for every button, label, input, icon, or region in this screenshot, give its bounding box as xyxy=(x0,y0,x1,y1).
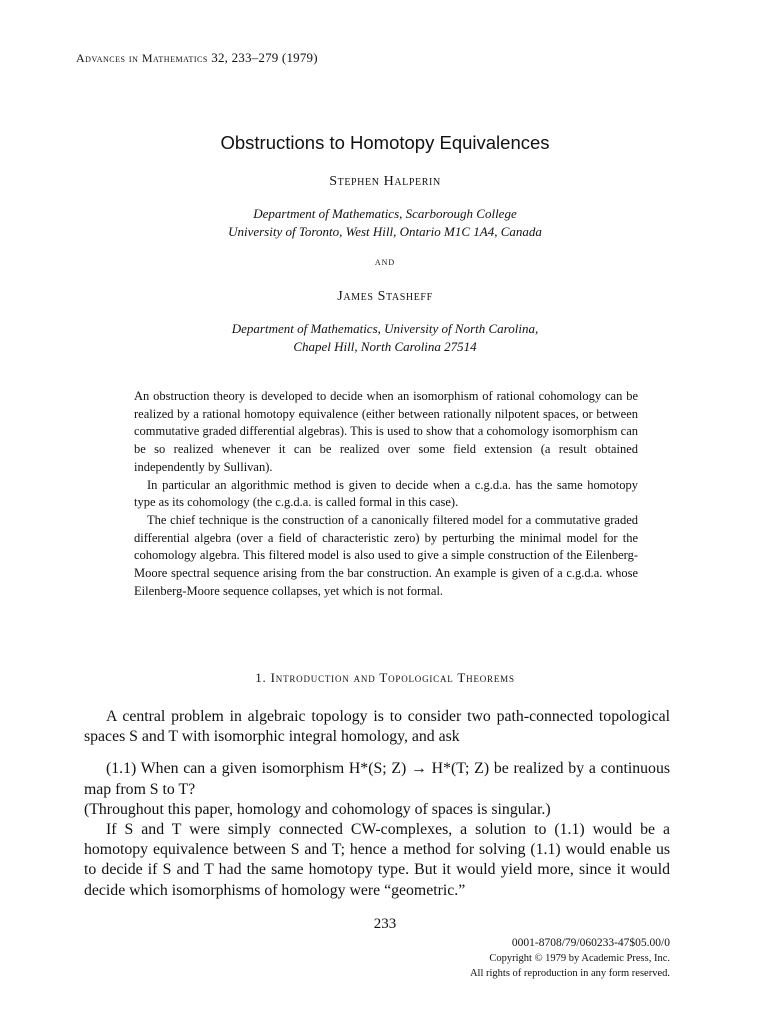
rights-line: All rights of reproduction in any form reserved. xyxy=(469,968,670,979)
paper-title: Obstructions to Homotopy Equivalences xyxy=(220,132,550,153)
section-number: 1. xyxy=(255,670,267,685)
body-paragraph: A central problem in algebraic topology is to consider two path-connected topological spaces S and T with isomorphic integral homology, and ask xyxy=(84,708,670,746)
page-number: 233 xyxy=(373,916,397,932)
affiliation-line: Chapel Hill, North Carolina 27514 xyxy=(293,339,477,354)
volume-pages-year: 32, 233–279 (1979) xyxy=(211,50,318,65)
abstract xyxy=(134,388,638,600)
author-name-1: Stephen Halperin xyxy=(329,174,441,189)
affiliation-line: Department of Mathematics, Scarborough College xyxy=(253,206,517,221)
article-code: 0001-8708/79/060233-47$05.00/0 xyxy=(511,937,670,949)
author-affiliation-1 xyxy=(0,205,770,241)
affiliation-line: Department of Mathematics, University of North Carolina, xyxy=(231,321,539,336)
journal-citation xyxy=(76,50,318,66)
abstract-paragraph: In particular an algorithmic method is given to decide when a c.g.d.a. has the same homotopy type as its cohomology (the c.g.d.a. is called formal in this case). xyxy=(134,477,638,510)
body-paragraph: If S and T were simply connected CW-complexes, a solution to (1.1) would be a homotopy equivalence between S and T; hence a method for solving (1.1) would enable us to decide if S and T had the same homotopy type. But it would yield more, since it would decide which isomorphisms of homology were “geometric.” xyxy=(84,821,670,899)
section-title: Introduction and Topological Theorems xyxy=(270,670,515,685)
author-affiliation-2 xyxy=(0,320,770,356)
affiliation-line: University of Toronto, West Hill, Ontario M1C 1A4, Canada xyxy=(228,224,542,239)
copyright-line: Copyright © 1979 by Academic Press, Inc. xyxy=(489,953,670,964)
section-heading xyxy=(0,670,770,686)
body-text xyxy=(84,707,670,901)
journal-name: Advances in Mathematics xyxy=(76,51,208,65)
body-paragraph: (1.1) When can a given isomorphism H*(S; Z) → H*(T; Z) be realized by a continuous map from S to T? xyxy=(84,760,670,798)
publication-footer xyxy=(470,936,670,981)
abstract-paragraph: An obstruction theory is developed to decide when an isomorphism of rational cohomology can be realized by a rational homotopy equivalence (either between rationally nilpotent spaces, or between commutative graded differential algebras). This is used to show that a cohomology isomorphism can be so realized whenever it can be realized over some field extension (a result obtained independently by Sullivan). xyxy=(134,389,638,474)
abstract-paragraph: The chief technique is the construction of a canonically filtered model for a commutative graded differential algebra (over a field of characteristic zero) by perturbing the minimal model for the cohomology algebra. This filtered model is also used to give a simple construction of the Eilenberg-Moore spectral sequence arising from the bar construction. An example is given of a c.g.d.a. whose Eilenberg-Moore sequence collapses, yet which is not formal. xyxy=(134,512,638,598)
author-conjunction: and xyxy=(374,256,396,268)
body-paragraph: (Throughout this paper, homology and cohomology of spaces is singular.) xyxy=(84,800,551,818)
author-name-2: James Stasheff xyxy=(337,289,433,304)
